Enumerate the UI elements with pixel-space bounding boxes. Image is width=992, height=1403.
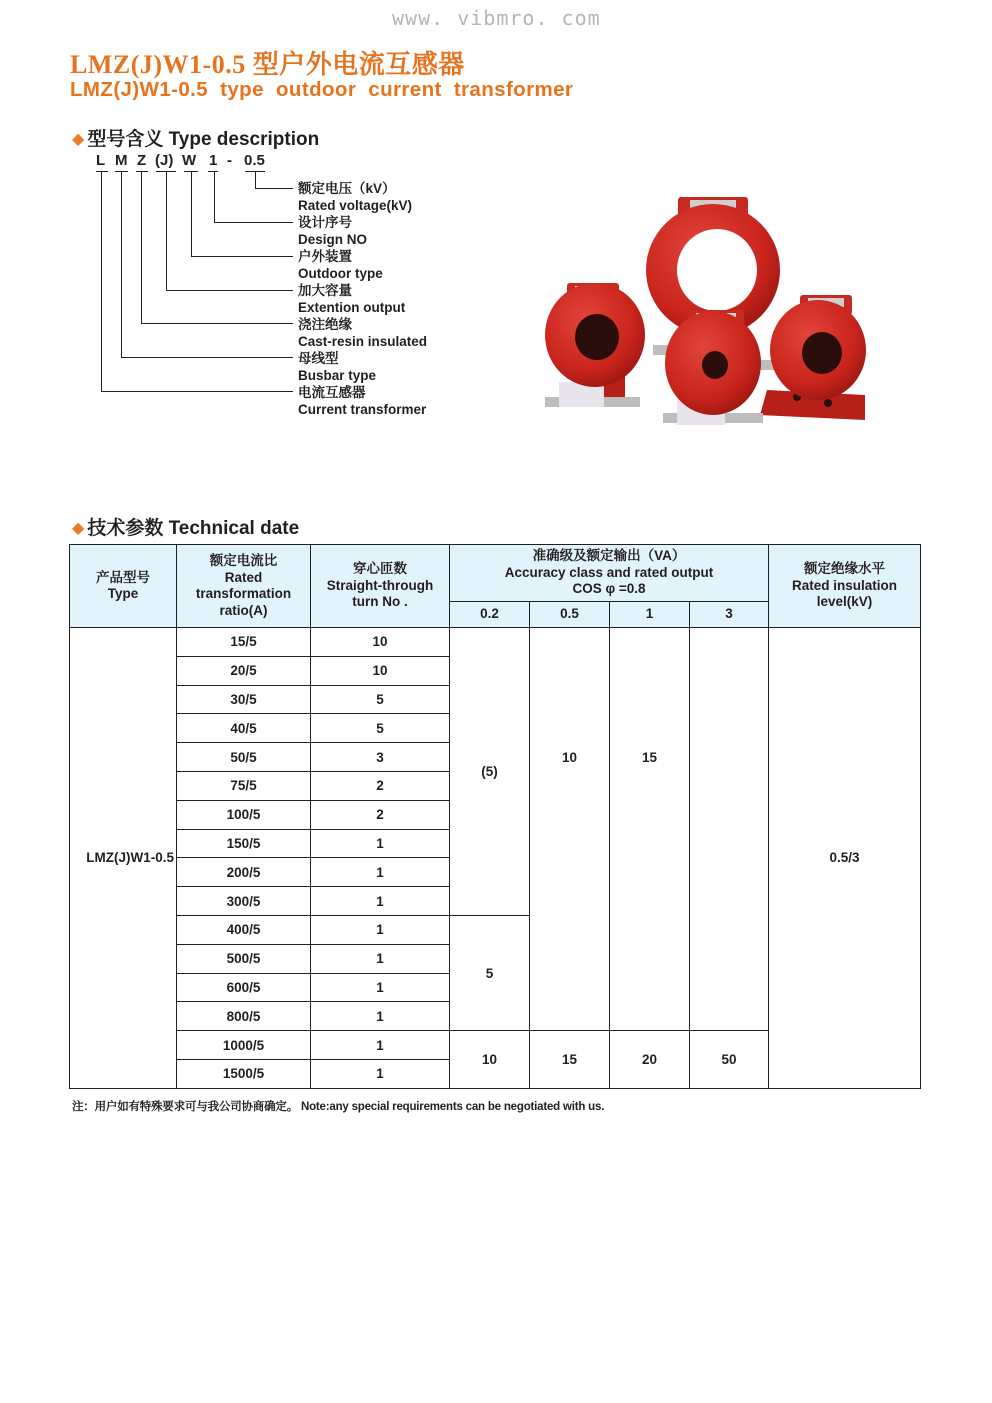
cell-high-class-3: 50 [690, 1031, 769, 1089]
desc-en: Current transformer [298, 402, 427, 417]
code-underline [96, 171, 108, 172]
desc-cn: 户外装置 [298, 249, 352, 264]
page-title-cn: LMZ(J)W1-0.5 型户外电流互感器 [70, 50, 465, 79]
connector-line [214, 172, 215, 223]
connector-line [141, 323, 293, 324]
cell-turns: 10 [311, 656, 450, 685]
cell-ratio: 300/5 [177, 887, 311, 916]
desc-en: Rated voltage(kV) [298, 198, 413, 213]
cell-ratio: 500/5 [177, 944, 311, 973]
connector-line [255, 172, 256, 189]
connector-line [121, 172, 122, 358]
cell-turns: 5 [311, 685, 450, 714]
code-part: L [96, 152, 106, 169]
cell-class-0-2-group1: (5) [450, 628, 530, 916]
page-title-en: LMZ(J)W1-0.5 type outdoor current transformer [70, 78, 574, 101]
footnote: 注：用户如有特殊要求可与我公司协商确定。 Note:any special requirements can be negotiated with us. [72, 1101, 605, 1113]
cell-class-1: 15 [610, 628, 690, 1031]
header-insulation-cn: 额定绝缘水平 [804, 561, 886, 577]
diamond-bullet-icon: ◆ [72, 131, 85, 148]
technical-table [69, 544, 921, 1089]
code-part: 1 [209, 152, 218, 169]
cell-turns: 5 [311, 714, 450, 743]
desc-cn: 加大容量 [298, 283, 352, 298]
cell-ratio: 20/5 [177, 656, 311, 685]
header-insulation [769, 545, 921, 628]
desc-en: Cast-resin insulated [298, 334, 428, 349]
cell-turns: 2 [311, 800, 450, 829]
desc-cast-resin [298, 316, 427, 350]
cell-ratio: 600/5 [177, 973, 311, 1002]
connector-line [101, 172, 102, 392]
header-ratio-cn: 额定电流比 [209, 553, 278, 568]
connector-line [255, 188, 293, 189]
header-turns-en: Straight-through turn No . [326, 577, 434, 610]
desc-en: Outdoor type [298, 266, 383, 281]
desc-extention-output [298, 282, 405, 316]
technical-date-heading [72, 513, 299, 540]
diamond-bullet-icon: ◆ [72, 520, 85, 537]
desc-cn: 额定电压（kV） [298, 181, 396, 196]
cell-ratio: 50/5 [177, 743, 311, 772]
cell-turns: 2 [311, 771, 450, 800]
desc-design-no [298, 214, 367, 248]
cell-turns: 1 [311, 973, 450, 1002]
watermark: www. vibmro. com [392, 6, 601, 30]
header-accuracy [450, 545, 769, 602]
desc-cn: 母线型 [298, 351, 339, 366]
cell-ratio: 1000/5 [177, 1031, 311, 1060]
cell-turns: 1 [311, 915, 450, 944]
small-transformer-right [760, 295, 866, 420]
header-type-cn: 产品型号 [96, 569, 150, 585]
connector-line [191, 172, 192, 257]
desc-cn: 设计序号 [298, 215, 352, 230]
desc-busbar-type [298, 350, 376, 384]
cell-ratio: 1500/5 [177, 1059, 311, 1088]
connector-line [101, 391, 293, 392]
cell-high-class-0-5: 15 [530, 1031, 610, 1089]
cell-turns: 1 [311, 944, 450, 973]
cell-turns: 1 [311, 858, 450, 887]
header-ratio-en: Rated transformation ratio(A) [195, 569, 292, 618]
header-class-0-2: 0.2 [450, 602, 530, 628]
type-description-heading [72, 124, 319, 151]
cell-turns: 1 [311, 829, 450, 858]
heading-text: 技术参数 Technical date [87, 518, 300, 539]
code-part: - [227, 152, 232, 169]
desc-cn: 电流互感器 [298, 385, 366, 400]
connector-line [214, 222, 293, 223]
header-accuracy-en: Accuracy class and rated output [504, 564, 714, 580]
cell-turns: 1 [311, 1002, 450, 1031]
heading-text: 型号含义 Type description [87, 129, 320, 150]
desc-en: Extention output [298, 300, 406, 315]
cell-high-class-0-2: 10 [450, 1031, 530, 1089]
header-type-en: Type [107, 586, 139, 601]
cell-class-0-5: 10 [530, 628, 610, 1031]
connector-line [166, 290, 293, 291]
cell-turns: 1 [311, 1031, 450, 1060]
cell-ratio: 800/5 [177, 1002, 311, 1031]
header-type [70, 545, 177, 628]
header-turns [311, 545, 450, 628]
code-part: M [115, 152, 128, 169]
table-row [70, 628, 921, 657]
header-accuracy-cn: 准确级及额定输出（VA） [532, 548, 686, 564]
code-part: 0.5 [244, 152, 265, 169]
cell-turns: 3 [311, 743, 450, 772]
cell-ratio: 100/5 [177, 800, 311, 829]
code-part: Z [137, 152, 147, 169]
cell-ratio: 150/5 [177, 829, 311, 858]
desc-cn: 浇注绝缘 [298, 317, 352, 332]
cell-ratio: 15/5 [177, 628, 311, 657]
cell-turns: 10 [311, 628, 450, 657]
header-class-0-5: 0.5 [530, 602, 610, 628]
cell-turns: 1 [311, 887, 450, 916]
cell-class-0-2-group2: 5 [450, 915, 530, 1030]
code-part: W [182, 152, 197, 169]
header-accuracy-cos: COS φ =0.8 [572, 581, 646, 597]
cell-ratio: 75/5 [177, 771, 311, 800]
cell-high-class-1: 20 [610, 1031, 690, 1089]
code-underline [136, 171, 148, 172]
code-part: (J) [155, 152, 174, 169]
cell-class-3 [690, 628, 769, 1031]
header-turns-cn: 穿心匝数 [353, 561, 407, 577]
connector-line [166, 172, 167, 291]
header-class-1: 1 [610, 602, 690, 628]
cell-ratio: 30/5 [177, 685, 311, 714]
small-transformer-left [545, 283, 645, 407]
connector-line [121, 357, 293, 358]
cell-ratio: 400/5 [177, 915, 311, 944]
desc-rated-voltage [298, 180, 412, 214]
cell-turns: 1 [311, 1059, 450, 1088]
small-transformer-front [663, 310, 763, 425]
header-insulation-en: Rated insulation level(kV) [792, 577, 898, 610]
cell-model: LMZ(J)W1-0.5 [70, 628, 177, 1089]
desc-en: Busbar type [298, 368, 377, 383]
cell-insulation: 0.5/3 [769, 628, 921, 1089]
desc-outdoor-type [298, 248, 383, 282]
connector-line [141, 172, 142, 324]
cell-ratio: 40/5 [177, 714, 311, 743]
desc-current-transformer [298, 384, 426, 418]
header-ratio [177, 545, 311, 628]
current-transformers-product-photo [535, 185, 870, 440]
connector-line [191, 256, 293, 257]
desc-en: Design NO [298, 232, 368, 247]
header-class-3: 3 [690, 602, 769, 628]
code-underline [208, 171, 218, 172]
cell-ratio: 200/5 [177, 858, 311, 887]
